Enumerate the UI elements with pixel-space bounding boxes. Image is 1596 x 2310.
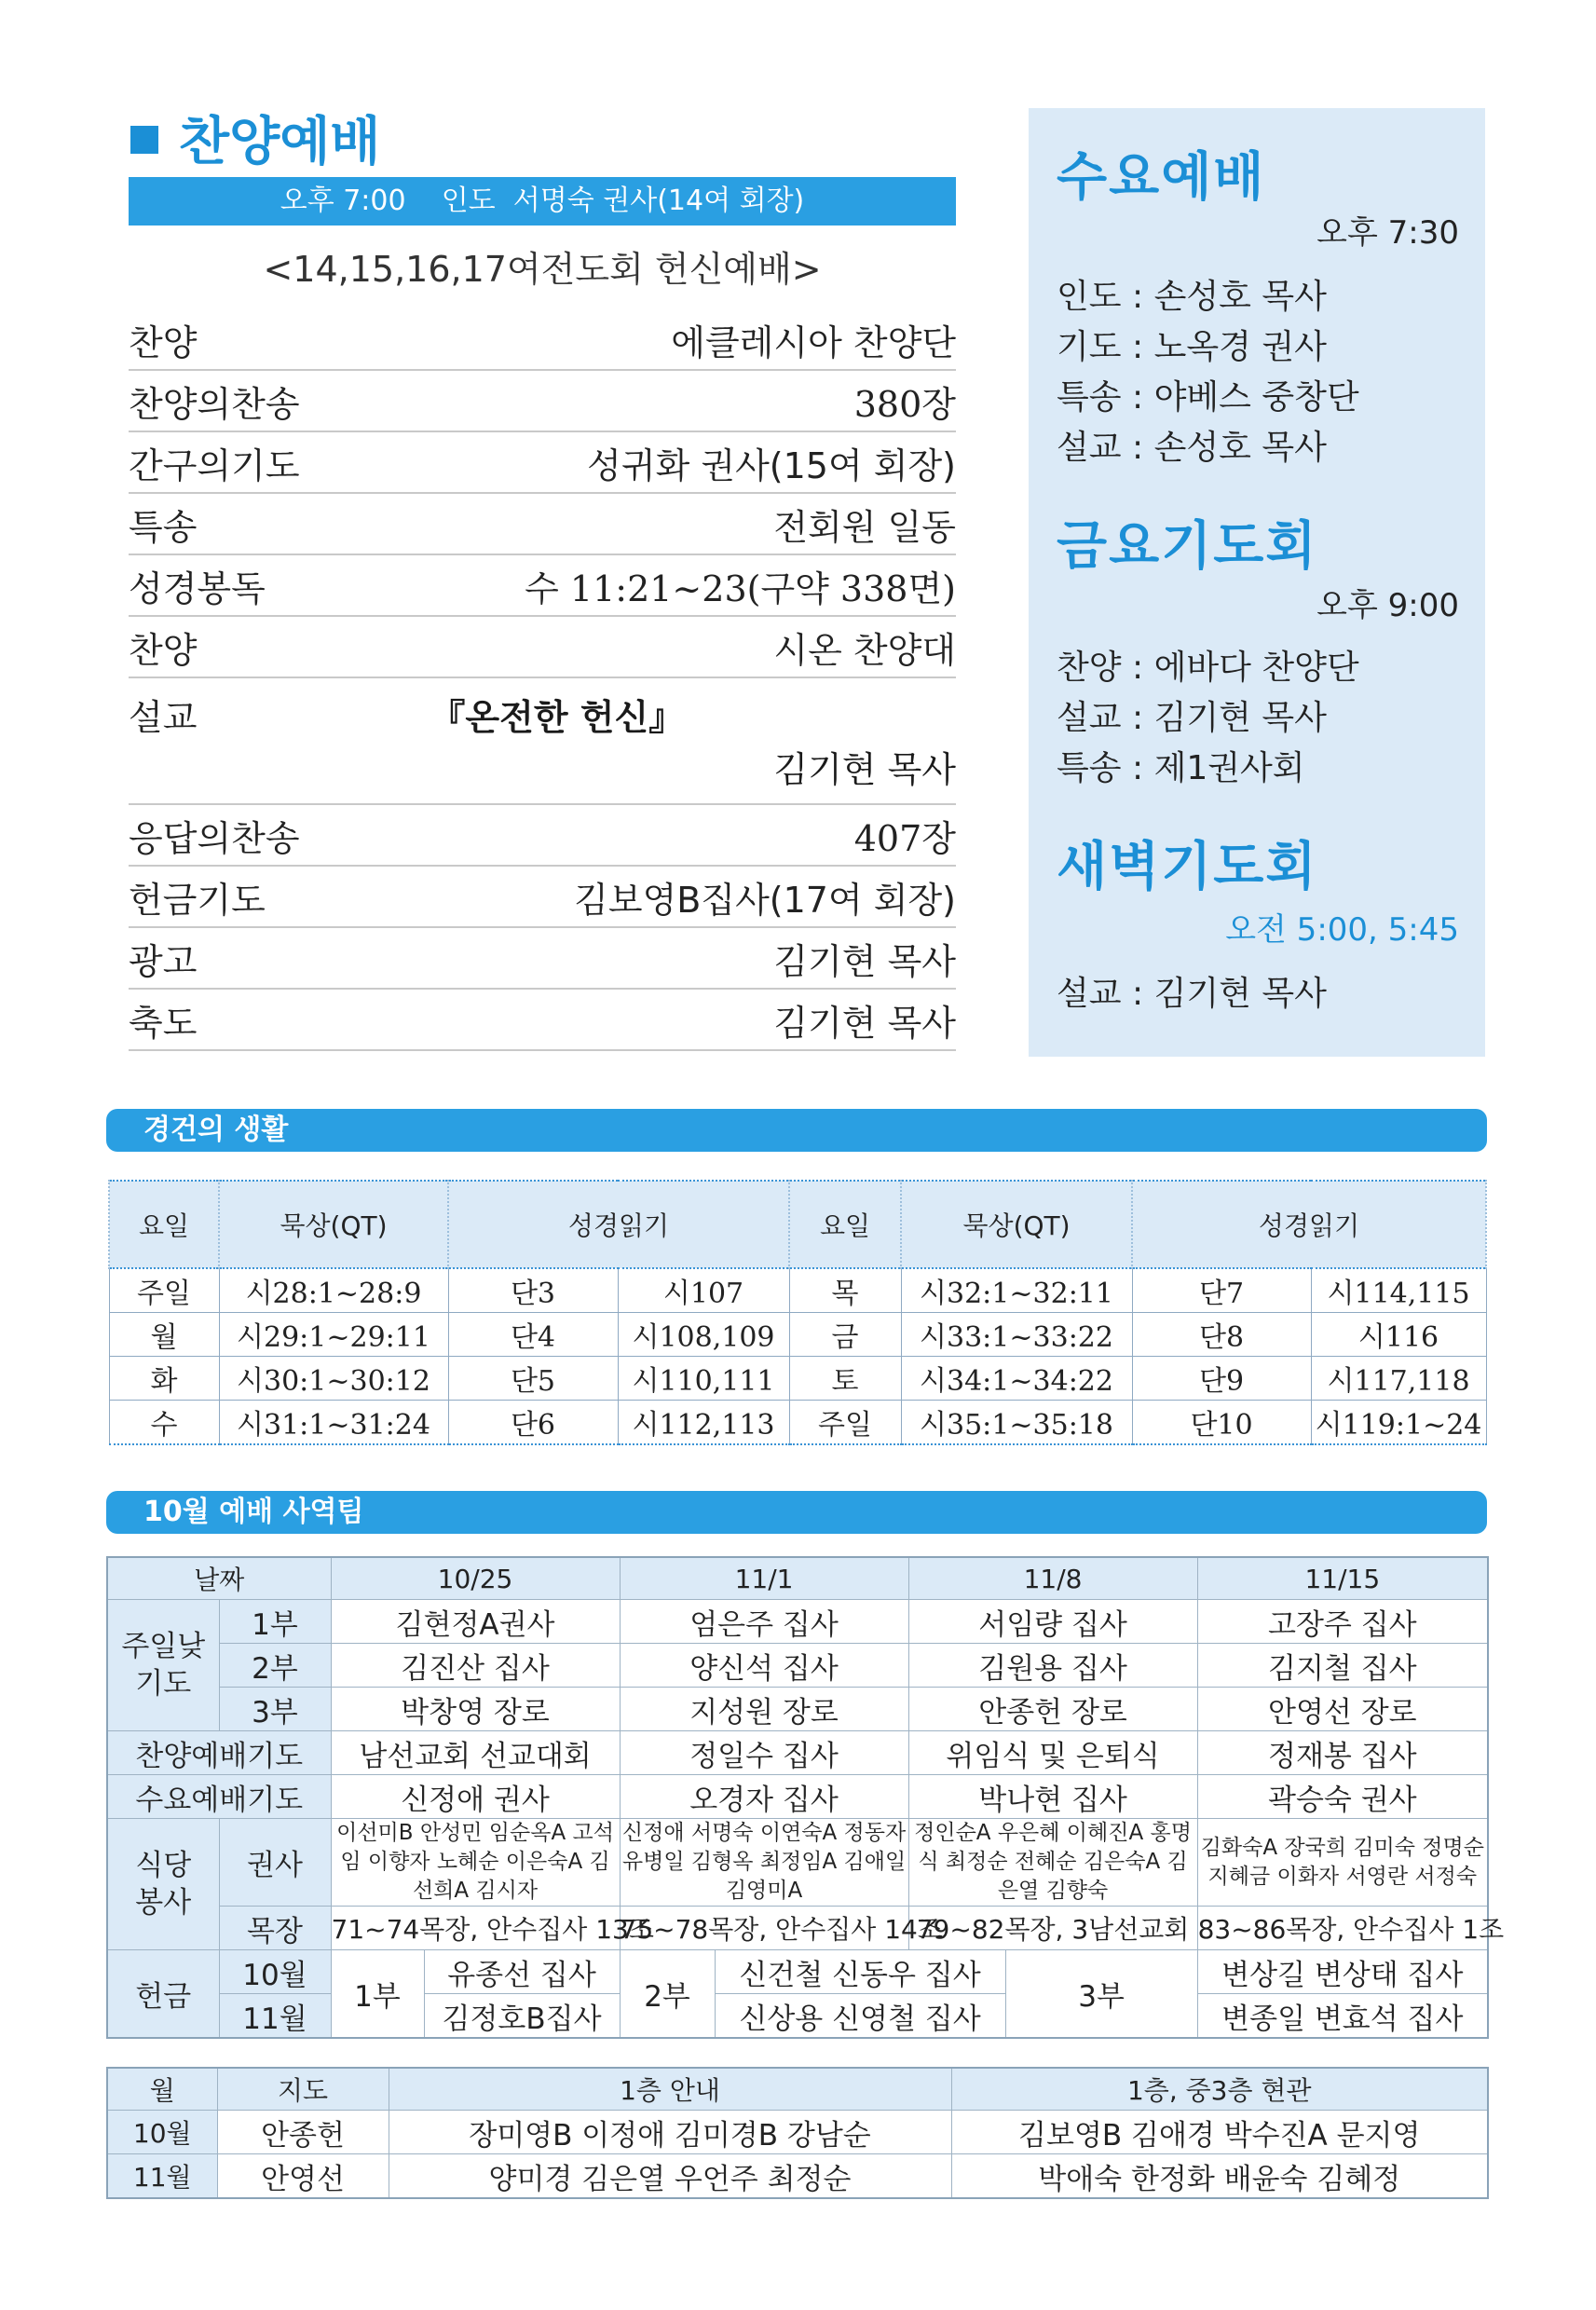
table-cell: 김정호B집사: [424, 1994, 620, 2039]
table-row: [109, 1268, 1486, 1313]
kitchen-service-label: 식당 봉사: [107, 1819, 219, 1950]
table-row: [109, 1401, 1486, 1445]
order-of-service: [129, 309, 956, 1051]
weekday-services-panel: [1029, 108, 1485, 1057]
table-row: [107, 2154, 1488, 2199]
order-value: 수 11:21~23(구약 338면): [525, 567, 956, 609]
table-cell: 유종선 집사: [424, 1950, 620, 1994]
order-item: 설교: [129, 696, 198, 738]
table-cell: 시110,111: [618, 1357, 789, 1401]
ministry-team-section-header: [106, 1491, 1487, 1534]
table-cell: 시119:1~24: [1311, 1401, 1486, 1445]
table-cell: 시108,109: [618, 1313, 789, 1357]
order-item: 특송: [129, 506, 198, 548]
table-header-row: [107, 1557, 1488, 1600]
table-row: [107, 1731, 1488, 1775]
table-cell: 위임식 및 은퇴식: [908, 1731, 1197, 1775]
wednesday-line: 인도 : 손성호 목사: [1057, 278, 1327, 316]
wednesday-service-time: 오후 7:30: [1316, 214, 1459, 252]
table-cell: 단8: [1132, 1313, 1311, 1357]
date-header: 11/1: [620, 1557, 908, 1600]
table-cell: 박창영 장로: [331, 1688, 620, 1731]
table-cell: 김지철 집사: [1197, 1644, 1488, 1688]
order-value: 김기현 목사: [773, 1002, 956, 1044]
column-header: 지도: [217, 2068, 389, 2111]
table-cell: 수: [109, 1401, 219, 1445]
table-cell: 시34:1~34:22: [901, 1357, 1132, 1401]
table-cell: 시33:1~33:22: [901, 1313, 1132, 1357]
order-item: 광고: [129, 940, 198, 982]
order-item: 축도: [129, 1002, 198, 1044]
table-cell: 시29:1~29:11: [219, 1313, 448, 1357]
table-cell: 양미경 김은열 우언주 최정순: [389, 2154, 951, 2199]
table-cell: 시116: [1311, 1313, 1486, 1357]
part-label: 1부: [219, 1600, 331, 1644]
order-value: 김기현 목사: [773, 749, 956, 790]
order-value: 380장: [853, 383, 956, 425]
praise-worship-title: [130, 101, 380, 175]
column-header: 묵상(QT): [901, 1181, 1132, 1268]
wednesday-line: 설교 : 손성호 목사: [1057, 429, 1327, 467]
column-header: 1층 안내: [389, 2068, 951, 2111]
month-label: 10월: [107, 2111, 217, 2154]
part-label: 3부: [1005, 1950, 1197, 2039]
order-value: 김기현 목사: [773, 940, 956, 982]
praise-worship-title-text: 찬양예배: [179, 112, 381, 172]
table-cell: 정재봉 집사: [1197, 1731, 1488, 1775]
column-header: 묵상(QT): [219, 1181, 448, 1268]
table-cell: 83~86목장, 안수집사 1조: [1197, 1907, 1488, 1950]
month-label: 10월: [219, 1950, 331, 1994]
table-cell: 안종헌: [217, 2111, 389, 2154]
order-item: 헌금기도: [129, 879, 266, 921]
table-cell: 고장주 집사: [1197, 1600, 1488, 1644]
table-cell: 단3: [448, 1268, 618, 1313]
table-cell: 안영선 장로: [1197, 1688, 1488, 1731]
date-header: 11/8: [908, 1557, 1197, 1600]
table-cell: 지성원 장로: [620, 1688, 908, 1731]
dawn-line: 설교 : 김기현 목사: [1057, 975, 1327, 1013]
order-value: 시온 찬양대: [773, 629, 956, 671]
table-cell: 서임량 집사: [908, 1600, 1197, 1644]
order-row: [129, 494, 956, 555]
usher-guide-table: [106, 2067, 1489, 2199]
wednesday-service-title: 수요예배: [1057, 147, 1266, 208]
table-cell: 단10: [1132, 1401, 1311, 1445]
devotion-section-title: 경건의 생활: [143, 1114, 289, 1146]
table-header-row: [107, 2068, 1488, 2111]
dawn-prayer-title: 새벽기도회: [1057, 837, 1318, 897]
table-cell: 박나현 집사: [908, 1775, 1197, 1819]
table-cell: 금: [789, 1313, 901, 1357]
order-row: [129, 990, 956, 1051]
table-cell: 오경자 집사: [620, 1775, 908, 1819]
sermon-title: 『온전한 헌신』: [430, 696, 685, 738]
sunday-prayer-label: 주일낮 기도: [107, 1600, 219, 1731]
table-cell: 변종일 변효석 집사: [1197, 1994, 1488, 2039]
order-value: 성귀화 권사(15여 회장): [587, 444, 956, 486]
table-cell: 김화숙A 장국희 김미숙 정명순 지혜금 이화자 서영란 서정숙: [1197, 1819, 1488, 1907]
order-row: [129, 309, 956, 371]
order-item: 성경봉독: [129, 567, 266, 609]
part-label: 권사: [219, 1819, 331, 1907]
date-label: 날짜: [107, 1557, 331, 1600]
column-header: 요일: [109, 1181, 219, 1268]
table-row: [107, 1644, 1488, 1688]
column-header: 성경읽기: [1132, 1181, 1486, 1268]
column-header: 월: [107, 2068, 217, 2111]
table-row: [109, 1357, 1486, 1401]
wed-prayer-label: 수요예배기도: [107, 1775, 331, 1819]
order-value: 407장: [853, 817, 956, 859]
table-cell: 시107: [618, 1268, 789, 1313]
table-cell: 정일수 집사: [620, 1731, 908, 1775]
table-cell: 장미영B 이정애 김미경B 강남순: [389, 2111, 951, 2154]
ministry-team-table: [106, 1556, 1505, 2039]
column-header: 1층, 중3층 현관: [951, 2068, 1488, 2111]
dawn-prayer-time: 오전 5:00, 5:45: [1225, 911, 1459, 949]
order-row: [129, 432, 956, 494]
table-cell: 시112,113: [618, 1401, 789, 1445]
order-value: 에클레시아 찬양단: [671, 321, 956, 363]
table-cell: 목: [789, 1268, 901, 1313]
table-cell: 신정애 서명숙 이연숙A 정동자 유병일 김형옥 최정임A 김애일 김영미A: [620, 1819, 908, 1907]
table-cell: 단4: [448, 1313, 618, 1357]
table-row: [107, 1950, 1488, 1994]
table-cell: 김보영B 김애경 박수진A 문지영: [951, 2111, 1488, 2154]
order-row: [129, 805, 956, 867]
praise-worship-subtitle: <14,15,16,17여전도회 헌신예배>: [263, 249, 822, 290]
ministry-team-section-title: 10월 예배 사역팀: [143, 1496, 364, 1528]
table-cell: 곽승숙 권사: [1197, 1775, 1488, 1819]
table-cell: 시35:1~35:18: [901, 1401, 1132, 1445]
table-cell: 신건철 신동우 집사: [715, 1950, 1005, 1994]
table-cell: 시32:1~32:11: [901, 1268, 1132, 1313]
table-row: [107, 1907, 1488, 1950]
wednesday-line: 기도 : 노옥경 권사: [1057, 328, 1327, 366]
table-row: [107, 2111, 1488, 2154]
order-item: 간구의기도: [129, 444, 300, 486]
square-bullet-icon: [130, 126, 158, 154]
order-row-sermon: [129, 678, 956, 805]
friday-prayer-time: 오후 9:00: [1316, 587, 1459, 624]
order-item: 찬양: [129, 629, 198, 671]
table-cell: 안영선: [217, 2154, 389, 2199]
order-item: 찬양: [129, 321, 198, 363]
table-cell: 단5: [448, 1357, 618, 1401]
table-cell: 양신석 집사: [620, 1644, 908, 1688]
friday-prayer-title: 금요기도회: [1057, 516, 1318, 577]
table-cell: 75~78목장, 안수집사 14조: [620, 1907, 908, 1950]
table-cell: 안종헌 장로: [908, 1688, 1197, 1731]
table-cell: 주일: [109, 1268, 219, 1313]
table-cell: 시30:1~30:12: [219, 1357, 448, 1401]
table-cell: 토: [789, 1357, 901, 1401]
table-cell: 시114,115: [1311, 1268, 1486, 1313]
table-cell: 시31:1~31:24: [219, 1401, 448, 1445]
table-cell: 주일: [789, 1401, 901, 1445]
table-cell: 단9: [1132, 1357, 1311, 1401]
table-row: [107, 1600, 1488, 1644]
order-row: [129, 617, 956, 678]
part-label: 1부: [331, 1950, 424, 2039]
friday-line: 특송 : 제1권사회: [1057, 749, 1305, 787]
part-label: 목장: [219, 1907, 331, 1950]
table-cell: 엄은주 집사: [620, 1600, 908, 1644]
part-label: 2부: [620, 1950, 715, 2039]
table-cell: 이선미B 안성민 임순옥A 고석임 이향자 노혜순 이은숙A 김선희A 김시자: [331, 1819, 620, 1907]
table-cell: 79~82목장, 3남선교회: [908, 1907, 1197, 1950]
month-label: 11월: [107, 2154, 217, 2199]
order-item: 응답의찬송: [129, 817, 300, 859]
table-row: [107, 1819, 1488, 1907]
table-cell: 남선교회 선교대회: [331, 1731, 620, 1775]
order-row: [129, 371, 956, 432]
table-header-row: [109, 1181, 1486, 1268]
table-row: [109, 1313, 1486, 1357]
order-item: 찬양의찬송: [129, 383, 300, 425]
table-cell: 박애숙 한정화 배윤숙 김혜정: [951, 2154, 1488, 2199]
friday-line: 찬양 : 에바다 찬양단: [1057, 649, 1359, 687]
table-cell: 단7: [1132, 1268, 1311, 1313]
column-header: 성경읽기: [448, 1181, 789, 1268]
offering-label: 헌금: [107, 1950, 219, 2039]
order-row: [129, 928, 956, 990]
table-cell: 김현정A권사: [331, 1600, 620, 1644]
table-cell: 시117,118: [1311, 1357, 1486, 1401]
praise-worship-info-bar: 오후 7:00 인도 서명숙 권사(14여 회장): [129, 177, 956, 226]
devotion-table: [108, 1180, 1487, 1445]
table-cell: 신정애 권사: [331, 1775, 620, 1819]
order-value: 김보영B집사(17여 회장): [574, 879, 956, 921]
praise-prayer-label: 찬양예배기도: [107, 1731, 331, 1775]
part-label: 2부: [219, 1644, 331, 1688]
friday-line: 설교 : 김기현 목사: [1057, 699, 1327, 737]
order-row: [129, 555, 956, 617]
table-cell: 신상용 신영철 집사: [715, 1994, 1005, 2039]
wednesday-line: 특송 : 야베스 중창단: [1057, 378, 1359, 417]
table-cell: 김진산 집사: [331, 1644, 620, 1688]
table-row: [107, 1775, 1488, 1819]
table-cell: 시28:1~28:9: [219, 1268, 448, 1313]
order-row: [129, 867, 956, 928]
table-cell: 변상길 변상태 집사: [1197, 1950, 1488, 1994]
date-header: 10/25: [331, 1557, 620, 1600]
order-value: 전회원 일동: [773, 506, 956, 548]
table-cell: 화: [109, 1357, 219, 1401]
table-cell: 정인순A 우은혜 이혜진A 홍명식 최정순 전혜순 김은숙A 김은열 김향숙: [908, 1819, 1197, 1907]
table-row: [107, 1994, 1488, 2039]
date-header: 11/15: [1197, 1557, 1488, 1600]
part-label: 3부: [219, 1688, 331, 1731]
month-label: 11월: [219, 1994, 331, 2039]
devotion-section-header: [106, 1109, 1487, 1152]
table-cell: 단6: [448, 1401, 618, 1445]
table-cell: 71~74목장, 안수집사 13조: [331, 1907, 620, 1950]
table-cell: 김원용 집사: [908, 1644, 1197, 1688]
table-cell: 월: [109, 1313, 219, 1357]
column-header: 요일: [789, 1181, 901, 1268]
table-row: [107, 1688, 1488, 1731]
